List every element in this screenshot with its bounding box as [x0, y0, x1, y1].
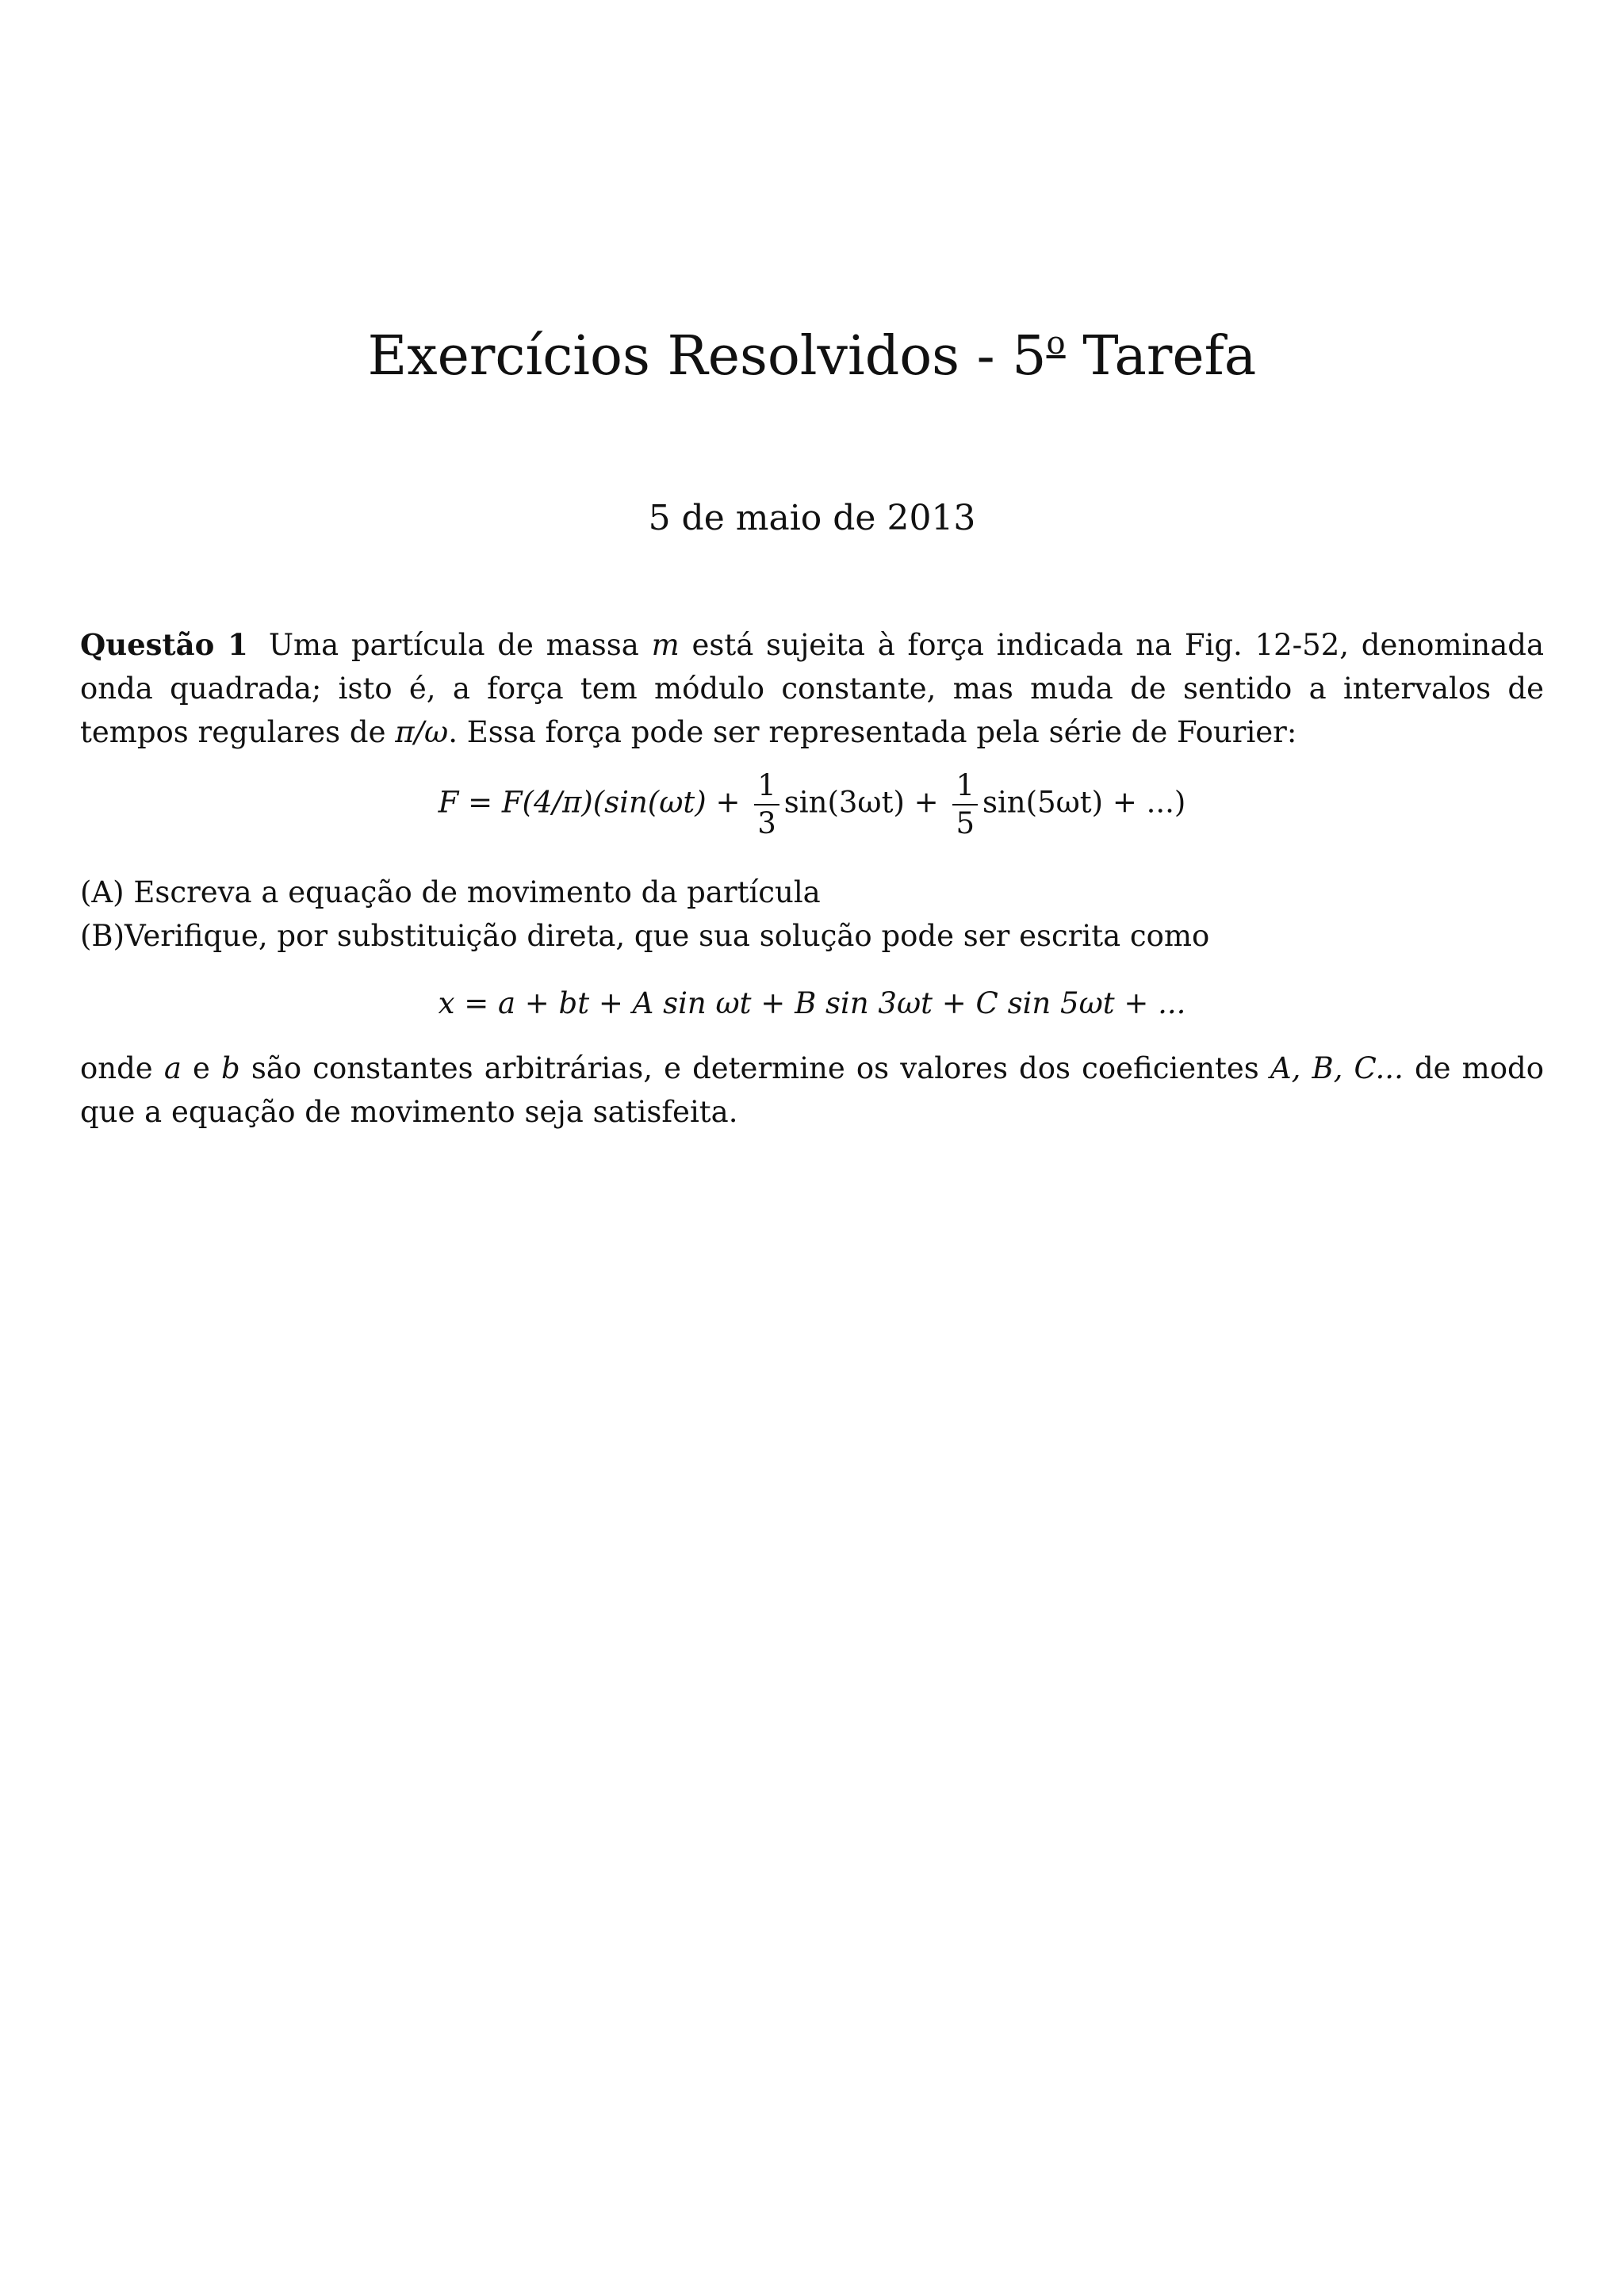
closing-text-1: onde [80, 1051, 164, 1085]
question-text-3: . Essa força pode ser representada pela série de Fourier: [448, 715, 1297, 749]
title-tail: Tarefa [1065, 325, 1257, 388]
mass-variable: m [651, 628, 680, 662]
equation-1-right: sin(5ωt) + ...) [982, 785, 1186, 820]
fraction-2-numerator: 1 [952, 767, 978, 806]
equation-1-middle: sin(3ωt) + [783, 785, 948, 820]
question-items [80, 871, 1544, 958]
question-label: Questão 1 [80, 627, 248, 662]
fraction-2-denominator: 5 [956, 806, 975, 840]
item-a: (A) Escreva a equação de movimento da partícula [80, 875, 821, 909]
closing-text-2: e [181, 1051, 222, 1085]
solution-equation: x = a + bt + A sin ωt + B sin 3ωt + C sin 5ωt + ... [438, 986, 1186, 1020]
question-text-1: Uma partícula de massa [268, 628, 652, 662]
coefficients: A, B, C... [1270, 1051, 1404, 1085]
document-date: 5 de maio de 2013 [648, 498, 976, 538]
title-ordinal: o [1046, 325, 1066, 362]
fourier-series-equation [0, 767, 1624, 842]
fraction-one-fifth [952, 767, 978, 842]
constant-b: b [221, 1051, 240, 1085]
fraction-1-denominator: 3 [757, 806, 776, 840]
period-expression: π/ω [395, 715, 449, 749]
equation-1-left: F = F(4/π)(sin(ωt) + [438, 785, 750, 820]
question-text-2: está sujeita à força indicada na Fig. 12-52, denominada onda quadrada; isto é, a força tem módulo constante, mas muda de sentido a intervalos de tempos regulares de [80, 628, 1544, 749]
closing-text-3: são constantes arbitrárias, e determine os valores dos coeficientes [239, 1051, 1270, 1085]
fraction-1-numerator: 1 [754, 767, 779, 806]
question-paragraph [80, 623, 1544, 754]
title-main: Exercícios Resolvidos - 5 [367, 325, 1047, 388]
item-b: (B)Verifique, por substituição direta, que sua solução pode ser escrita como [80, 919, 1210, 953]
constant-a: a [163, 1051, 182, 1085]
closing-paragraph [80, 1047, 1544, 1134]
fraction-one-third [754, 767, 779, 842]
document-title [0, 308, 1624, 392]
closing-text-4: de modo que a equação de movimento seja satisfeita. [80, 1051, 1544, 1129]
